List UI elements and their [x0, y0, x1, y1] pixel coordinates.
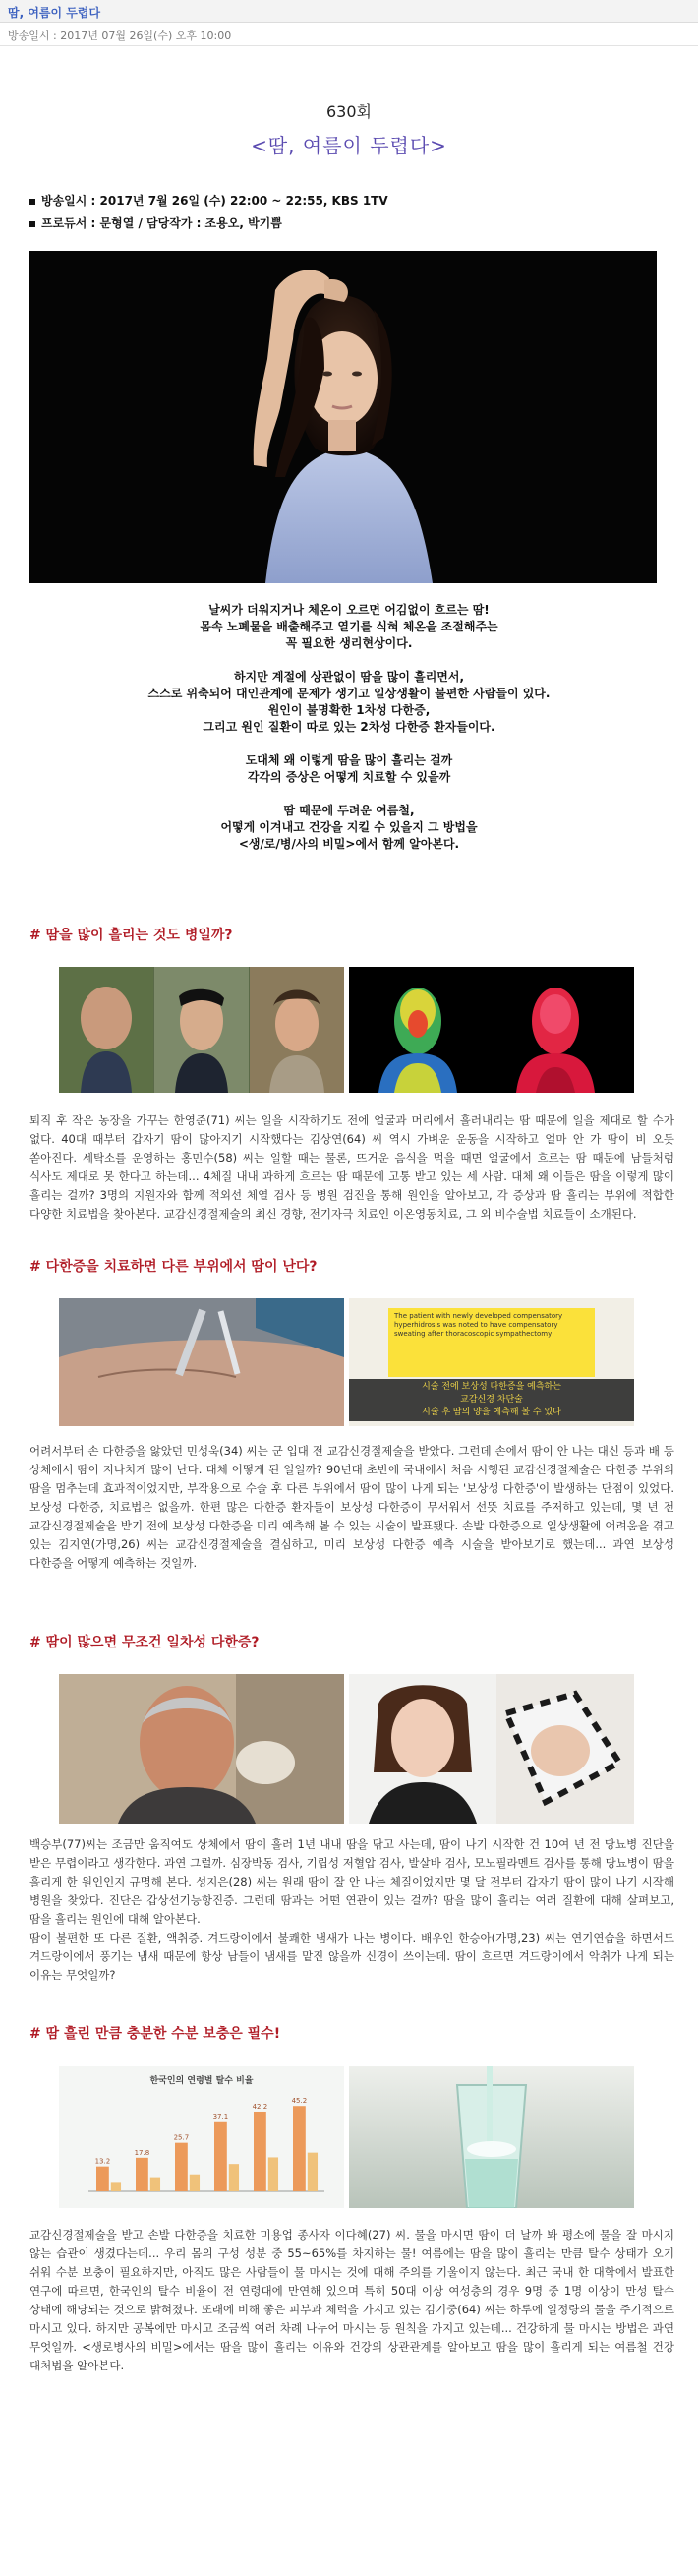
chart-bar	[254, 2112, 266, 2191]
bullet-square-icon	[29, 199, 35, 205]
episode-number: 630회	[326, 102, 372, 121]
section-heading: # 다한증을 치료하면 다른 부위에서 땀이 난다?	[29, 1259, 318, 1275]
women-images	[349, 1674, 634, 1824]
slide-caption-line: 시술 후 땀의 양을 예측해 볼 수 있다	[422, 1408, 561, 1417]
intro-spacer	[0, 786, 698, 803]
highlighted-paper-excerpt: The patient with newly developed compensatory hyperhidrosis was noted to have compensatory sweating after thoracoscopic sympathectomy	[388, 1308, 595, 1377]
program-title-link[interactable]: 땀, 여름이 두렵다	[8, 6, 101, 20]
hero-image	[29, 251, 657, 583]
intro-spacer	[0, 652, 698, 669]
elderly-man-image	[59, 1674, 344, 1824]
broadcast-date: 방송일시 : 2017년 07월 26일(수) 오후 10:00	[8, 30, 232, 42]
chart-bar-secondary	[308, 2153, 318, 2191]
chart-bar	[214, 2122, 227, 2191]
intro-line: 그리고 원인 질환이 따로 있는 2차성 다한증 환자들이다.	[203, 720, 495, 734]
chart-bar	[136, 2158, 148, 2191]
chart-data-label: 42.2	[252, 2102, 268, 2111]
chart-bar-secondary	[150, 2178, 160, 2191]
chart-data-label: 45.2	[291, 2097, 308, 2106]
intro-line: 원인이 불명확한 1차성 다한증,	[267, 703, 431, 717]
air-info-text: 방송일시 : 2017년 7월 26일 (수) 22:00 ~ 22:55, KBS 1TV	[41, 194, 388, 208]
intro-line: 각각의 증상은 어떻게 치료할 수 있을까	[247, 770, 451, 784]
woman-sweat-photo	[29, 251, 657, 583]
chart-data-label: 25.7	[173, 2133, 190, 2142]
section-heading: # 땀을 많이 흘리는 것도 병일까?	[29, 928, 233, 943]
elderly-man-wiping-sweat-photo	[59, 1674, 344, 1824]
water-glass-photo	[349, 2066, 634, 2208]
intro-text	[0, 602, 698, 853]
section-body: 퇴직 후 작은 농장을 가꾸는 한영준(71) 씨는 일을 시작하기도 전에 얼굴과 머리에서 흘러내리는 땀 때문에 일을 제대로 할 수가 없다. 40대 때부터 갑자기 땀이 많아지기 시작했다는 김상연(64) 씨 역시 가벼운 운동을 시작하고 얼마 안 가 땀이 비 오듯 쏟아진다. 세탁소를 운영하는 홍민수(58) 씨는 일할 때는 물론, 뜨거운 음식을 먹을 때면 얼굴에서 흐르는 땀 때문에 남들처럼 식사도 제대로 못 한다고 하는데... 4체질 내내 과하게 흐르는 땀 때문에 고통 받고 있는 세 사람. 대체 왜 이들은 땀을 이렇게 많이 흘리는 걸까? 3명의 지원자와 함께 적외선 체열 검사 등 병원 검진을 통해 원인을 알아보고, 각 증상과 땀 흘리는 부위에 적합한 다양한 치료법을 찾아본다. 교감신경절제술의 최신 경향, 전기자극 치료인 이온영동치료, 그 외 비수술법 치료들이 소개된다.	[29, 1113, 674, 1221]
intro-line: 땀 때문에 두려운 여름철,	[283, 804, 415, 817]
section-body: 백승부(77)씨는 조금만 움직여도 상체에서 땀이 흘러 1년 내내 땀을 닦고 사는데, 땀이 나기 시작한 건 10여 년 전 당뇨병 진단을 받은 무렵이라고 생각한다. 과연 그럴까. 심장박동 검사, 기립성 저혈압 검사, 발살바 검사, 모노필라멘트 검사를 통해 당뇨병이 땀을 흘리게 한 원인인지 규명해 본다. 성지은(28) 씨는 원래 땀이 잘 안 나는 체질이었지만 몇 달 전부터 갑자기 땀이 많이 나기 시작해 병원을 찾았다. 진단은 갑상선기능항진증. 그런데 땀과는 어떤 연관이 있는 걸까? 땀을 많이 흘리는 여러 질환에 대해 살펴보고, 땀을 흘리는 원인에 대해 알아본다. 땀이 불편한 또 다른 질환, 액취증. 겨드랑이에서 불쾌한 냄새가 나는 병이다. 배우인 한승아(가명,23) 씨는 연기연습을 하면서도 겨드랑이에서 풍기는 냄새 때문에 항상 남들이 냄새를 맡진 않을까 신경이 쓰이는데. 땀이 흐르면 겨드랑이에서 악취가 나게 되는 이유는 무엇일까?	[29, 1837, 674, 1982]
thermal-scan-images	[349, 967, 634, 1093]
chart-bar	[293, 2106, 306, 2191]
dehydration-bar-chart	[59, 2066, 344, 2208]
chart-bar-secondary	[190, 2175, 200, 2191]
chart-data-label: 13.2	[94, 2157, 111, 2166]
surgery-image	[59, 1298, 344, 1426]
intro-line: 도대체 왜 이렇게 땀을 많이 흘리는 걸까	[245, 753, 453, 767]
thermal-scan-photo	[349, 967, 634, 1093]
header-divider	[0, 45, 698, 46]
producer-info-text: 프로듀서 : 문형열 / 담당작가 : 조용오, 박기쁨	[41, 216, 282, 230]
chart-bar-secondary	[111, 2182, 121, 2191]
top-bar	[0, 0, 698, 23]
chart-title: 한국인의 연령별 탈수 비율	[149, 2076, 254, 2086]
chart-bar-secondary	[229, 2164, 239, 2191]
intro-line: 날씨가 더워지거나 체온이 오르면 어김없이 흐르는 땀!	[208, 603, 490, 617]
water-glass-image	[349, 2066, 634, 2208]
dehydration-chart-image	[59, 2066, 344, 2208]
intro-spacer	[0, 736, 698, 752]
slide-caption-line: 시술 전에 보상성 다한증을 예측하는	[422, 1382, 561, 1392]
women-sweat-photos	[349, 1674, 634, 1824]
page-title: <땀, 여름이 두렵다>	[251, 134, 447, 157]
intro-line: 꼭 필요한 생리현상이다.	[285, 636, 413, 650]
slide-caption-line: 교감신경 차단술	[460, 1395, 523, 1405]
section-body: 교감신경절제술을 받고 손발 다한증을 치료한 미용업 종사자 이다혜(27) 씨. 물을 마시면 땀이 더 날까 봐 평소에 물을 잘 마시지 않는 습관이 생겼다는데... 우리 몸의 구성 성분 중 55~65%를 차지하는 물! 여름에는 땀을 많이 흘리는 만큼 탈수 상태가 오기 쉬워 수분 보충이 필요하지만, 아직도 많은 사람들이 물 마시는 것에 대해 주의를 기울이지 않는다. 최근 국내 한 대학에서 발표한 연구에 따르면, 한국인의 탈수 비율이 전 연령대에 만연해 있으며 특히 50대 이상 여성층의 경우 9명 중 1명 이상이 만성 탈수 상태에 해당되는 것으로 밝혀졌다. 또래에 비해 좋은 피부과 체력을 가지고 있는 김기중(64) 씨는 하루에 일정량의 물을 주기적으로 마시고 있다. 하지만 공복에만 마시고 조금씩 여러 차례 나누어 마시는 등 원칙을 가지고 있는데... 건강하게 물 마시는 방법은 과연 무엇일까. <생로병사의 비밀>에서는 땀을 많이 흘리는 이유와 건강의 상관관계를 알아보고 땀을 많이 흘리게 되는 여름철 건강 대처법을 알아본다.	[29, 2228, 674, 2372]
section-heading: # 땀 흘린 만큼 충분한 수분 보충은 필수!	[29, 2026, 281, 2042]
intro-line: <생/로/병/사의 비밀>에서 함께 알아본다.	[238, 837, 460, 851]
intro-line: 하지만 계절에 상관없이 땀을 많이 흘리면서,	[233, 670, 465, 684]
research-slide-image	[349, 1298, 634, 1426]
intro-line: 스스로 위축되어 대인관계에 문제가 생기고 일상생활이 불편한 사람들이 있다.	[147, 687, 551, 700]
air-info	[29, 192, 388, 209]
section-body: 어려서부터 손 다한증을 앓았던 민성욱(34) 씨는 군 입대 전 교감신경절제술을 받았다. 그런데 손에서 땀이 안 나는 대신 등과 배 등 상체에서 땀이 지나치게 많이 난다. 대체 어떻게 된 일일까? 90년대 초반에 국내에서 처음 시행된 교감신경절제술은 다한증 부위의 땀을 멈추는데 효과적이었지만, 부작용으로 수술 후 다른 부위에서 땀이 많이 나게 되는 '보상성 다한증'이 발생하는 단점이 있었다. 보상성 다한증, 치료법은 없을까. 한편 많은 다한증 환자들이 보상성 다한증이 무서워서 선뜻 치료를 주저하고 있는데, 몇 년 전 교감신경절제술을 받기 전에 보상성 다한증을 미리 예측해 볼 수 있는 시술이 발표됐다. 손발 다한증으로 일상생활에 어려움을 겪고 있는 김지연(가명,26) 씨는 교감신경절제술을 결심하고, 미리 보상성 다한증 예측 시술을 받아보기로 했는데... 과연 보상성 다한증을 어떻게 예측하는 것일까.	[29, 1444, 674, 1570]
slide-caption	[349, 1379, 634, 1421]
chart-data-label: 17.8	[134, 2148, 150, 2157]
surgery-photo	[59, 1298, 344, 1426]
chart-data-label: 37.1	[212, 2112, 229, 2121]
chart-bar	[175, 2143, 188, 2191]
interviewee-photos	[59, 967, 344, 1093]
bullet-square-icon	[29, 221, 35, 227]
intro-line: 어떻게 이겨내고 건강을 지킬 수 있을지 그 방법을	[220, 820, 478, 834]
chart-bar-secondary	[268, 2157, 278, 2191]
intro-line: 몸속 노폐물을 배출해주고 열기를 식혀 체온을 조절해주는	[200, 620, 498, 633]
three-interviewees-photo	[59, 967, 344, 1093]
chart-bar	[96, 2167, 109, 2191]
producer-info	[29, 214, 282, 231]
section-heading: # 땀이 많으면 무조건 일차성 다한증?	[29, 1635, 260, 1650]
